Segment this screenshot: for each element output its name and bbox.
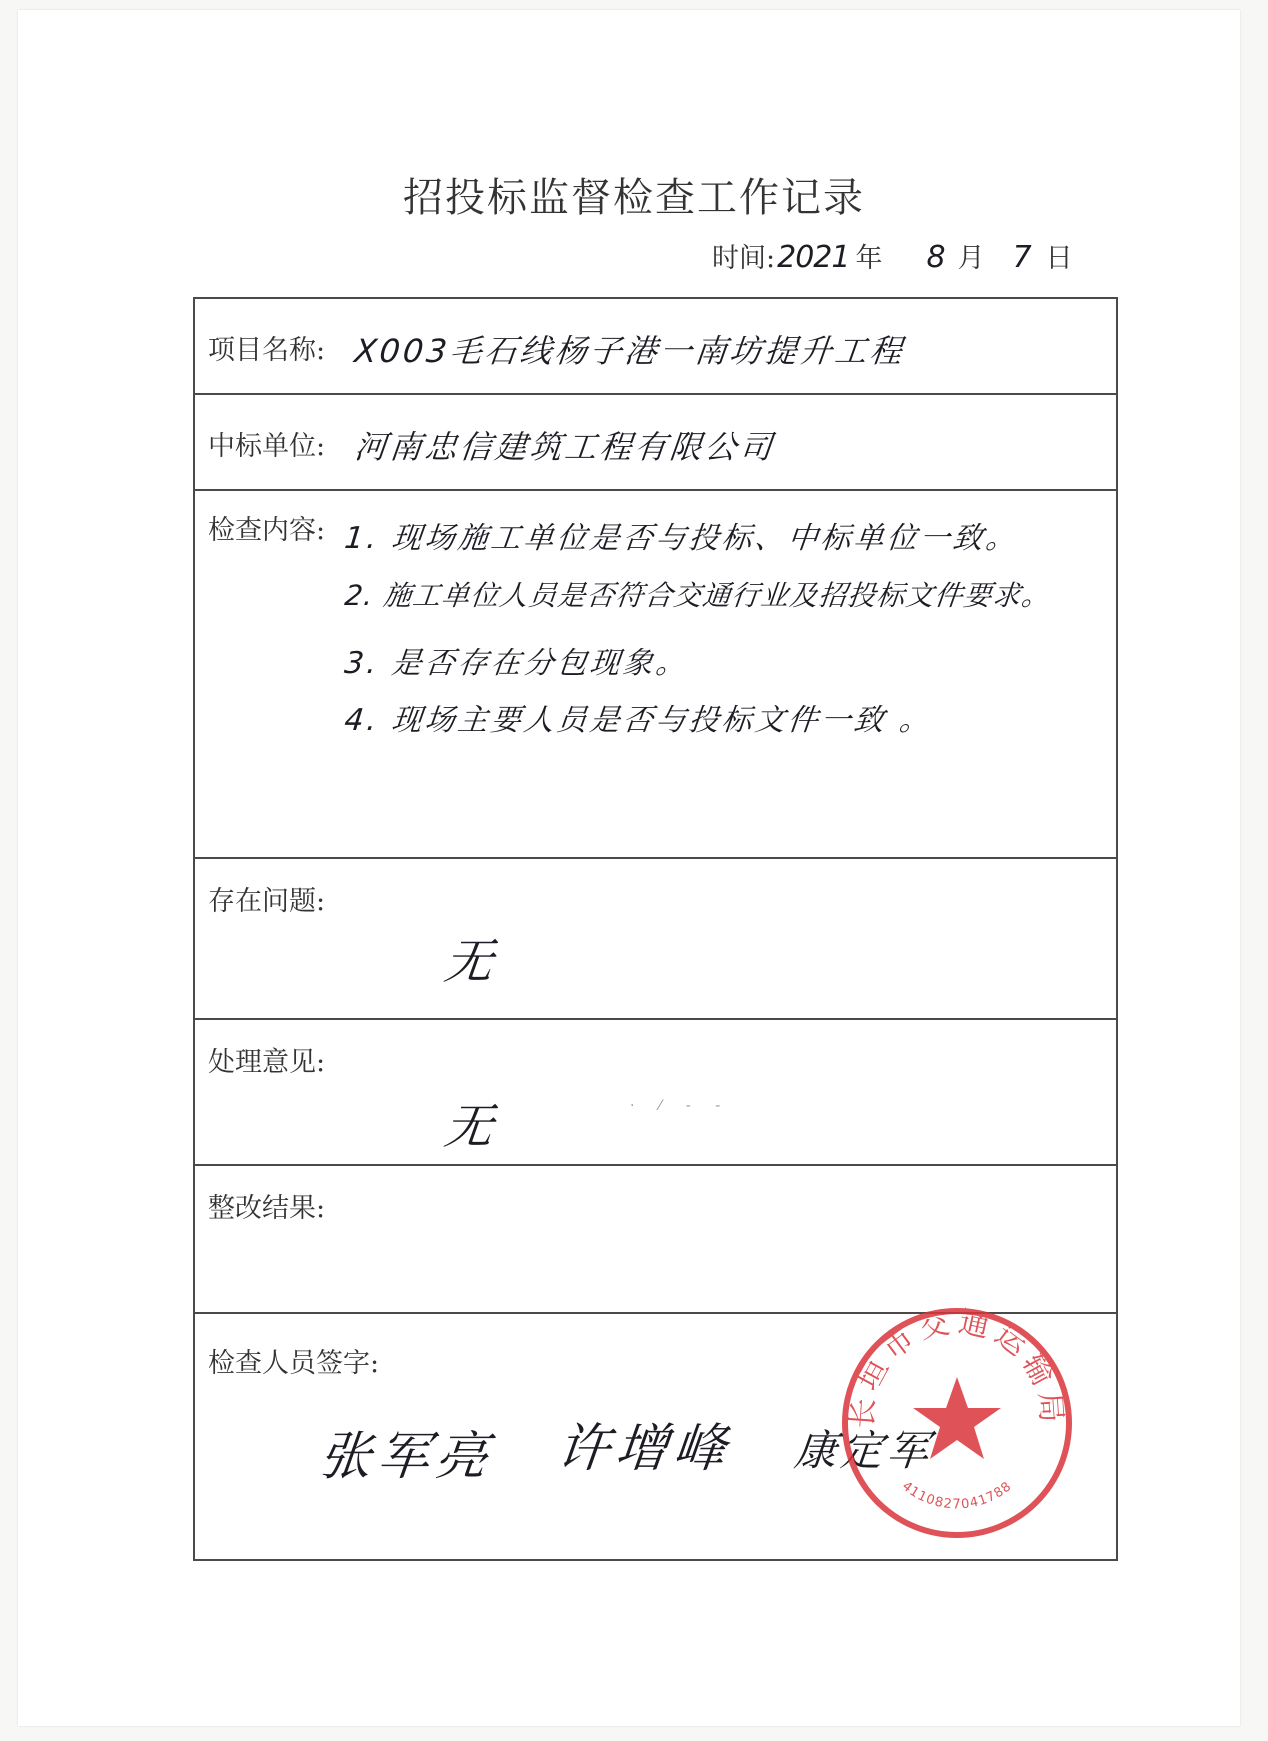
- inspector-signature: 许增峰: [554, 1419, 735, 1479]
- seal-code: 4110827041788: [899, 1478, 1015, 1513]
- inspection-item: 3. 是否存在分包现象。: [342, 646, 691, 681]
- date-month: 8: [926, 240, 946, 275]
- inspector-signature: 康定军: [792, 1426, 936, 1475]
- seal-star-icon: [913, 1377, 1001, 1459]
- existing-issues-label: 存在问题:: [208, 886, 326, 917]
- date-line: [712, 236, 1073, 275]
- document-title: 招投标监督检查工作记录: [403, 175, 865, 221]
- project-name-label: 项目名称:: [208, 335, 326, 366]
- date-label: 时间:: [712, 243, 776, 274]
- project-name-value: X003毛石线杨子港一南坊提升工程: [352, 332, 907, 370]
- winning-bidder-label: 中标单位:: [208, 431, 326, 462]
- row-winning-bidder: [194, 394, 1117, 490]
- date-day: 7: [1012, 240, 1032, 275]
- handling-opinion-value: 无: [441, 1099, 499, 1155]
- existing-issues-value: 无: [441, 934, 499, 990]
- inspection-item: 1. 现场施工单位是否与投标、中标单位一致。: [342, 521, 1021, 556]
- date-month-unit: 月: [957, 243, 985, 274]
- inspection-item: 2. 施工单位人员是否符合交通行业及招投标文件要求。: [343, 579, 1053, 612]
- row-existing-issues: [194, 858, 1117, 1019]
- official-seal: [837, 1303, 1077, 1543]
- date-year-unit: 年: [855, 243, 883, 274]
- rectification-result-label: 整改结果:: [208, 1193, 326, 1224]
- row-inspection-content: [194, 490, 1117, 858]
- row-handling-opinion: [194, 1019, 1117, 1165]
- date-day-unit: 日: [1045, 243, 1073, 274]
- date-year: 2021: [777, 240, 850, 275]
- inspection-item: 4. 现场主要人员是否与投标文件一致 。: [342, 703, 935, 738]
- winning-bidder-value: 河南忠信建筑工程有限公司: [352, 428, 777, 466]
- handling-opinion-label: 处理意见:: [208, 1047, 326, 1078]
- inspection-content-label: 检查内容:: [208, 515, 326, 546]
- inspector-signature: 张军亮: [316, 1427, 497, 1487]
- row-rectification-result: [194, 1165, 1117, 1313]
- ink-bleed-marks: · ⁄ ‐ ‑: [630, 1098, 731, 1114]
- seal-text: 长垣市交通运输局: [845, 1304, 1069, 1430]
- inspector-signature-label: 检查人员签字:: [208, 1348, 380, 1379]
- row-project-name: [194, 298, 1117, 394]
